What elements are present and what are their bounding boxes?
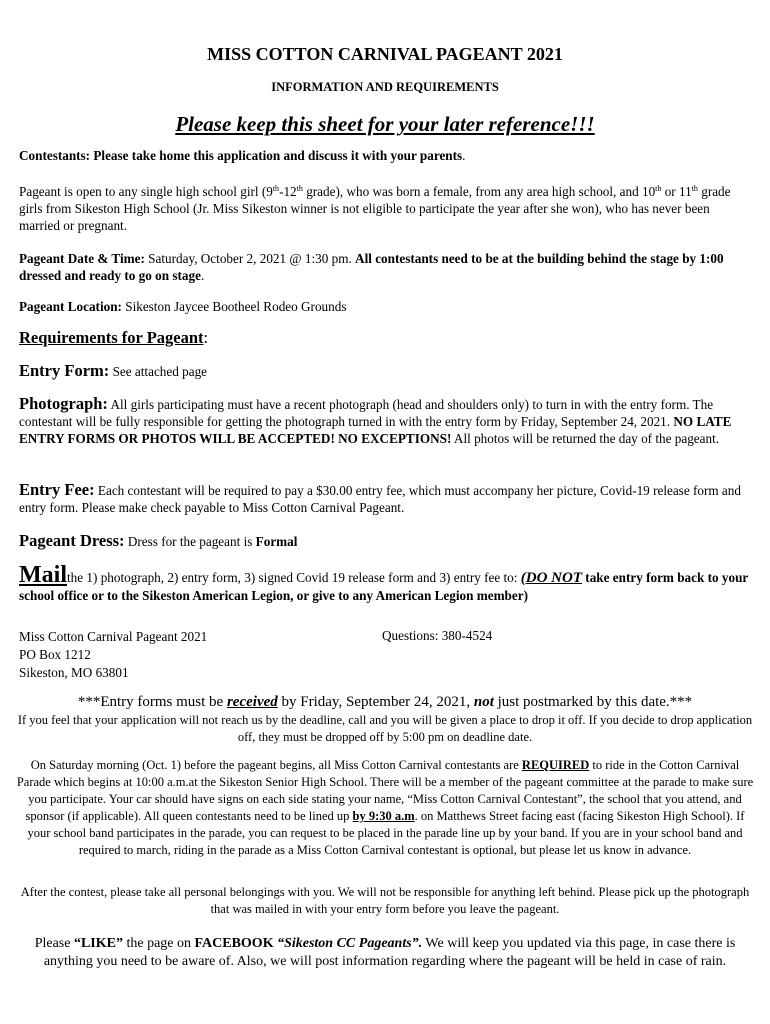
notice-received: received: [226, 694, 278, 710]
mail-do-not: (DO NOT: [520, 570, 582, 586]
eligibility-sup-3: th: [655, 184, 662, 193]
mail-rest: take entry form back to your school office or to the Sikeston American Legion, or give to any American Legion member): [19, 570, 749, 603]
parade-text-1: On Saturday morning (Oct. 1) before the pageant begins, all Miss Cotton Carnival contestants are: [30, 758, 522, 772]
pageant-location-label: Pageant Location:: [19, 299, 122, 314]
pageant-date-arrival: All contestants need to be at the building behind the stage by 1:00 dressed and ready to go on stage: [19, 251, 724, 283]
parade-paragraph: [14, 757, 756, 859]
contestants-note: [19, 147, 754, 164]
eligibility-paragraph: [19, 183, 754, 234]
pageant-date-paragraph: [19, 250, 754, 284]
entry-fee-value: Each contestant will be required to pay a $30.00 entry fee, which must accompany her picture, Covid-19 release form and entry form. Please make check payable to Miss Cotton Carnival Pageant.: [19, 483, 741, 515]
document-title: MISS COTTON CARNIVAL PAGEANT 2021: [207, 44, 563, 64]
notice-text-1: ***Entry forms must be: [77, 694, 227, 710]
pageant-date-label: Pageant Date & Time:: [19, 251, 145, 266]
facebook-word: FACEBOOK: [194, 936, 274, 951]
mail-value: the 1) photograph, 2) entry form, 3) signed Covid 19 release form and 3) entry fee to:: [67, 570, 521, 585]
eligibility-text-2: -12: [279, 184, 297, 199]
requirements-heading: [19, 328, 754, 348]
pageant-location-value: Sikeston Jaycee Bootheel Rodeo Grounds: [121, 299, 347, 314]
eligibility-sup-2: th: [296, 184, 303, 193]
photograph-warning: NO LATE ENTRY FORMS OR PHOTOS WILL BE ACCEPTED! NO EXCEPTIONS!: [19, 414, 732, 446]
pageant-location-paragraph: [19, 298, 754, 315]
eligibility-text-4: or 11: [661, 184, 692, 199]
address-line-3: Sikeston, MO 63801: [19, 665, 129, 680]
address-line-1: Miss Cotton Carnival Pageant 2021: [19, 629, 208, 644]
like-text-2: the page on: [122, 936, 195, 951]
pageant-dress-value: Dress for the pageant is: [124, 534, 256, 549]
pageant-date-end: .: [200, 268, 205, 283]
contestants-end: .: [462, 148, 466, 163]
photograph-end: All photos will be returned the day of the pageant.: [451, 431, 720, 446]
notice-text-2: by Friday, September 24, 2021,: [277, 694, 474, 710]
requirements-heading-text: Requirements for Pageant: [19, 328, 204, 347]
mail-label: Mail: [19, 562, 67, 588]
like-word: “LIKE”: [73, 936, 123, 951]
photograph-value: All girls participating must have a recent photograph (head and shoulders only) to turn in with the entry form. The contestant will be fully responsible for getting the photograph turned in with the entry form by Friday, September 24, 2021.: [19, 397, 714, 429]
entry-form-label: Entry Form:: [19, 361, 110, 380]
document-subtitle: INFORMATION AND REQUIREMENTS: [271, 80, 499, 94]
eligibility-text-3: grade), who was born a female, from any area high school, and 10: [302, 184, 656, 199]
pageant-date-value: Saturday, October 2, 2021 @ 1:30 pm.: [144, 251, 356, 266]
pageant-dress-formal: Formal: [255, 534, 298, 549]
pageant-dress-label: Pageant Dress:: [19, 531, 125, 550]
entry-form-value: See attached page: [109, 364, 208, 379]
eligibility-sup-4: th: [691, 184, 698, 193]
eligibility-text-5: grade girls from Sikeston High School (Jr. Miss Sikeston winner is not eligible to participate the year after she won), who has never been married or pregnant.: [19, 184, 731, 233]
entry-deadline-notice: [0, 694, 770, 711]
contestants-label: Contestants: Please take home this application and discuss it with your parents: [19, 148, 463, 163]
deadline-note: If you feel that your application will not reach us by the deadline, call and you will be given a place to drop it off. If you decide to drop application off, they must be dropped off by 5:00 pm on deadline date.: [17, 713, 753, 744]
after-contest-paragraph: After the contest, please take all personal belongings with you. We will not be responsible for anything left behind. Please pick up the photograph that was mailed in with your entry form before you leave the pageant.: [20, 885, 750, 916]
entry-form-paragraph: [19, 362, 754, 380]
notice-not: not: [473, 694, 494, 710]
entry-fee-label: Entry Fee:: [19, 480, 95, 499]
address-line-2: PO Box 1212: [19, 647, 91, 662]
notice-text-3: just postmarked by this date.***: [493, 694, 693, 710]
like-text-3: We will keep you updated via this page, in case there is anything you need to be aware of. Also, we will post information regarding where the pageant will be held in case of rain.: [43, 936, 736, 969]
questions-phone: Questions: 380-4524: [382, 628, 493, 643]
parade-lineup-time: by 9:30 a.m: [352, 809, 415, 823]
requirements-heading-colon: :: [203, 328, 209, 347]
mailing-address: [19, 628, 207, 682]
entry-fee-paragraph: [19, 481, 754, 516]
mail-paragraph: [19, 562, 754, 604]
photograph-label: Photograph:: [19, 394, 108, 413]
eligibility-text-1: Pageant is open to any single high school girl (9: [19, 184, 273, 199]
eligibility-sup-1: th: [272, 184, 280, 193]
parade-text-3: . on Matthews Street facing east (facing Sikeston High School). If your school band participates in the parade, you can request to be placed in the parade line up by your band. If you are in your school band and required to march, riding in the parade as a Miss Cotton Carnival contestant is optional, but please let us know in advance.: [27, 809, 745, 857]
facebook-page-name: “Sikeston CC Pageants”.: [277, 936, 423, 951]
reference-note: Please keep this sheet for your later reference!!!: [175, 112, 595, 136]
pageant-dress-paragraph: [19, 532, 754, 550]
photograph-paragraph: [19, 395, 754, 447]
like-text-1: Please: [34, 936, 74, 951]
facebook-like-paragraph: [14, 935, 756, 971]
parade-text-2: to ride in the Cotton Carnival Parade which begins at 10:00 a.m.at the Sikeston Senior High School. There will be a member of the pageant committee at the parade to make sure you participate. Your car should have signs on each side stating your name, “Miss Cotton Carnival Contestant”, the school that you attend, and sponsor (if applicable). All queen contestants need to be lined up: [16, 758, 754, 823]
parade-required: REQUIRED: [521, 758, 590, 772]
